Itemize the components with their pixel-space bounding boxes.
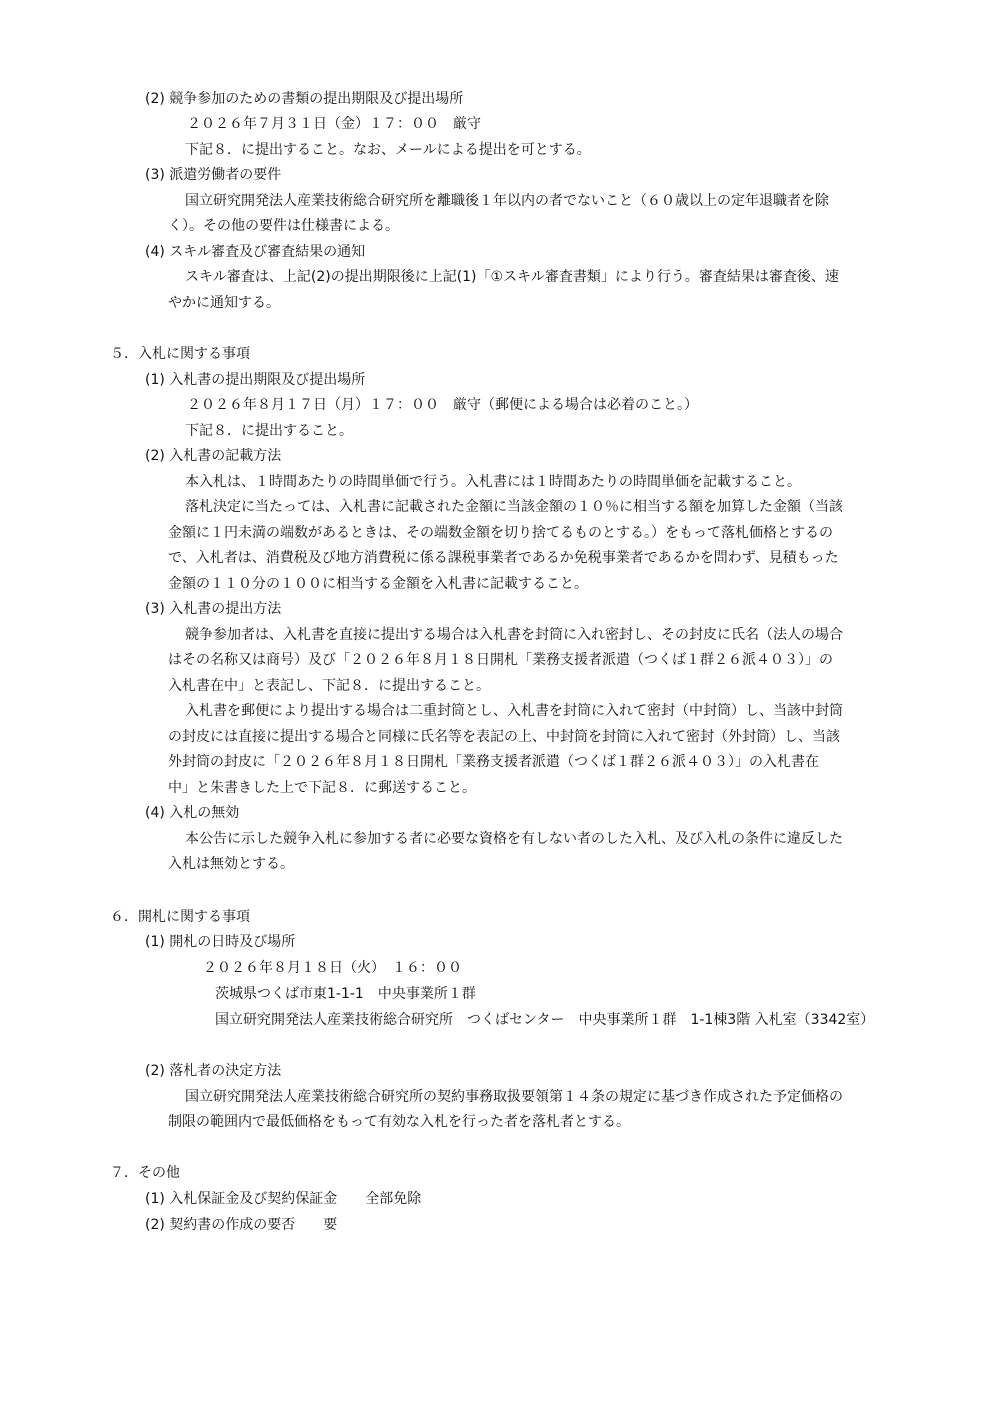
section-title: ７．その他 <box>110 1165 180 1181</box>
body-text: 入札書を郵便により提出する場合は二重封筒とし、入札書を封筒に入れて密封（中封筒）し、当該中封筒 <box>185 703 843 719</box>
body-text: 金額の１１０分の１００に相当する金額を入札書に記載すること。 <box>168 576 588 592</box>
item-heading: (2) 契約書の作成の要否 要 <box>145 1217 338 1233</box>
body-text: で、入札者は、消費税及び地方消費税に係る課税事業者であるか免税事業者であるかを問わず、見積もった <box>168 550 839 566</box>
body-text: 下記８．に提出すること。なお、メールによる提出を可とする。 <box>185 142 591 158</box>
body-text: 金額に１円未満の端数があるときは、その端数金額を切り捨てるものとする。）をもって落札価格とするの <box>168 525 833 541</box>
item-heading: (2) 落札者の決定方法 <box>145 1063 282 1079</box>
body-text: 制限の範囲内で最低価格をもって有効な入札を行った者を落札者とする。 <box>168 1114 630 1130</box>
body-text: 中」と朱書きした上で下記８．に郵送すること。 <box>168 780 476 796</box>
deadline-text: ２０２６年８月１７日（月）１７：００ 厳守（郵便による場合は必着のこと。） <box>187 397 698 413</box>
item-heading: (1) 開札の日時及び場所 <box>145 934 296 950</box>
item-heading: (1) 入札保証金及び契約保証金 全部免除 <box>145 1191 422 1207</box>
body-text: スキル審査は、上記(2)の提出期限後に上記(1)「①スキル審査書類」により行う。審査結果は審査後、速 <box>185 269 839 285</box>
body-text: 外封筒の封皮に「２０２６年８月１８日開札「業務支援者派遣（つくば１群２６派４０３）」の入札書在 <box>168 754 819 770</box>
body-text: やかに通知する。 <box>168 295 280 311</box>
item-heading: (4) 入札の無効 <box>145 805 240 821</box>
body-text: 入札は無効とする。 <box>168 856 294 872</box>
body-text: 国立研究開発法人産業技術総合研究所の契約事務取扱要領第１４条の規定に基づき作成された予定価格の <box>185 1089 843 1105</box>
item-heading: (3) 派遣労働者の要件 <box>145 167 282 183</box>
body-text: はその名称又は商号）及び「２０２６年８月１８日開札「業務支援者派遣（つくば１群２６派４０３）」の <box>168 652 833 668</box>
body-text: 入札書在中」と表記し、下記８．に提出すること。 <box>168 678 490 694</box>
item-heading: (4) スキル審査及び審査結果の通知 <box>145 244 366 260</box>
item-heading: (2) 競争参加のための書類の提出期限及び提出場所 <box>145 91 464 107</box>
section-title: ５．入札に関する事項 <box>110 346 250 362</box>
body-text: 本入札は、１時間あたりの時間単価で行う。入札書には１時間あたりの時間単価を記載すること。 <box>185 474 801 490</box>
body-text: 国立研究開発法人産業技術総合研究所を離職後１年以内の者でないこと（６０歳以上の定年退職者を除 <box>185 193 829 209</box>
body-text: 落札決定に当たっては、入札書に記載された金額に当該金額の１０％に相当する額を加算した金額（当該 <box>185 499 843 515</box>
opening-room: 国立研究開発法人産業技術総合研究所 つくばセンター 中央事業所１群 1-1棟3階 入札室（3342室） <box>215 1012 875 1028</box>
opening-address: 茨城県つくば市東1-1-1 中央事業所１群 <box>215 986 476 1002</box>
body-text: 本公告に示した競争入札に参加する者に必要な資格を有しない者のした入札、及び入札の条件に違反した <box>185 831 843 847</box>
item-heading: (1) 入札書の提出期限及び提出場所 <box>145 372 366 388</box>
section-title: ６．開札に関する事項 <box>110 909 250 925</box>
body-text: 競争参加者は、入札書を直接に提出する場合は入札書を封筒に入れ密封し、その封皮に氏名（法人の場合 <box>185 627 843 643</box>
opening-datetime: ２０２６年８月１８日（火） １６：００ <box>203 960 462 976</box>
item-heading: (2) 入札書の記載方法 <box>145 448 282 464</box>
body-text: 下記８．に提出すること。 <box>185 423 353 439</box>
item-heading: (3) 入札書の提出方法 <box>145 601 282 617</box>
body-text: く）。その他の要件は仕様書による。 <box>168 218 399 234</box>
deadline-text: ２０２６年７月３１日（金）１７：００ 厳守 <box>187 116 481 132</box>
body-text: の封皮には直接に提出する場合と同様に氏名等を表記の上、中封筒を封筒に入れて密封（外封筒）し、当該 <box>168 729 840 745</box>
